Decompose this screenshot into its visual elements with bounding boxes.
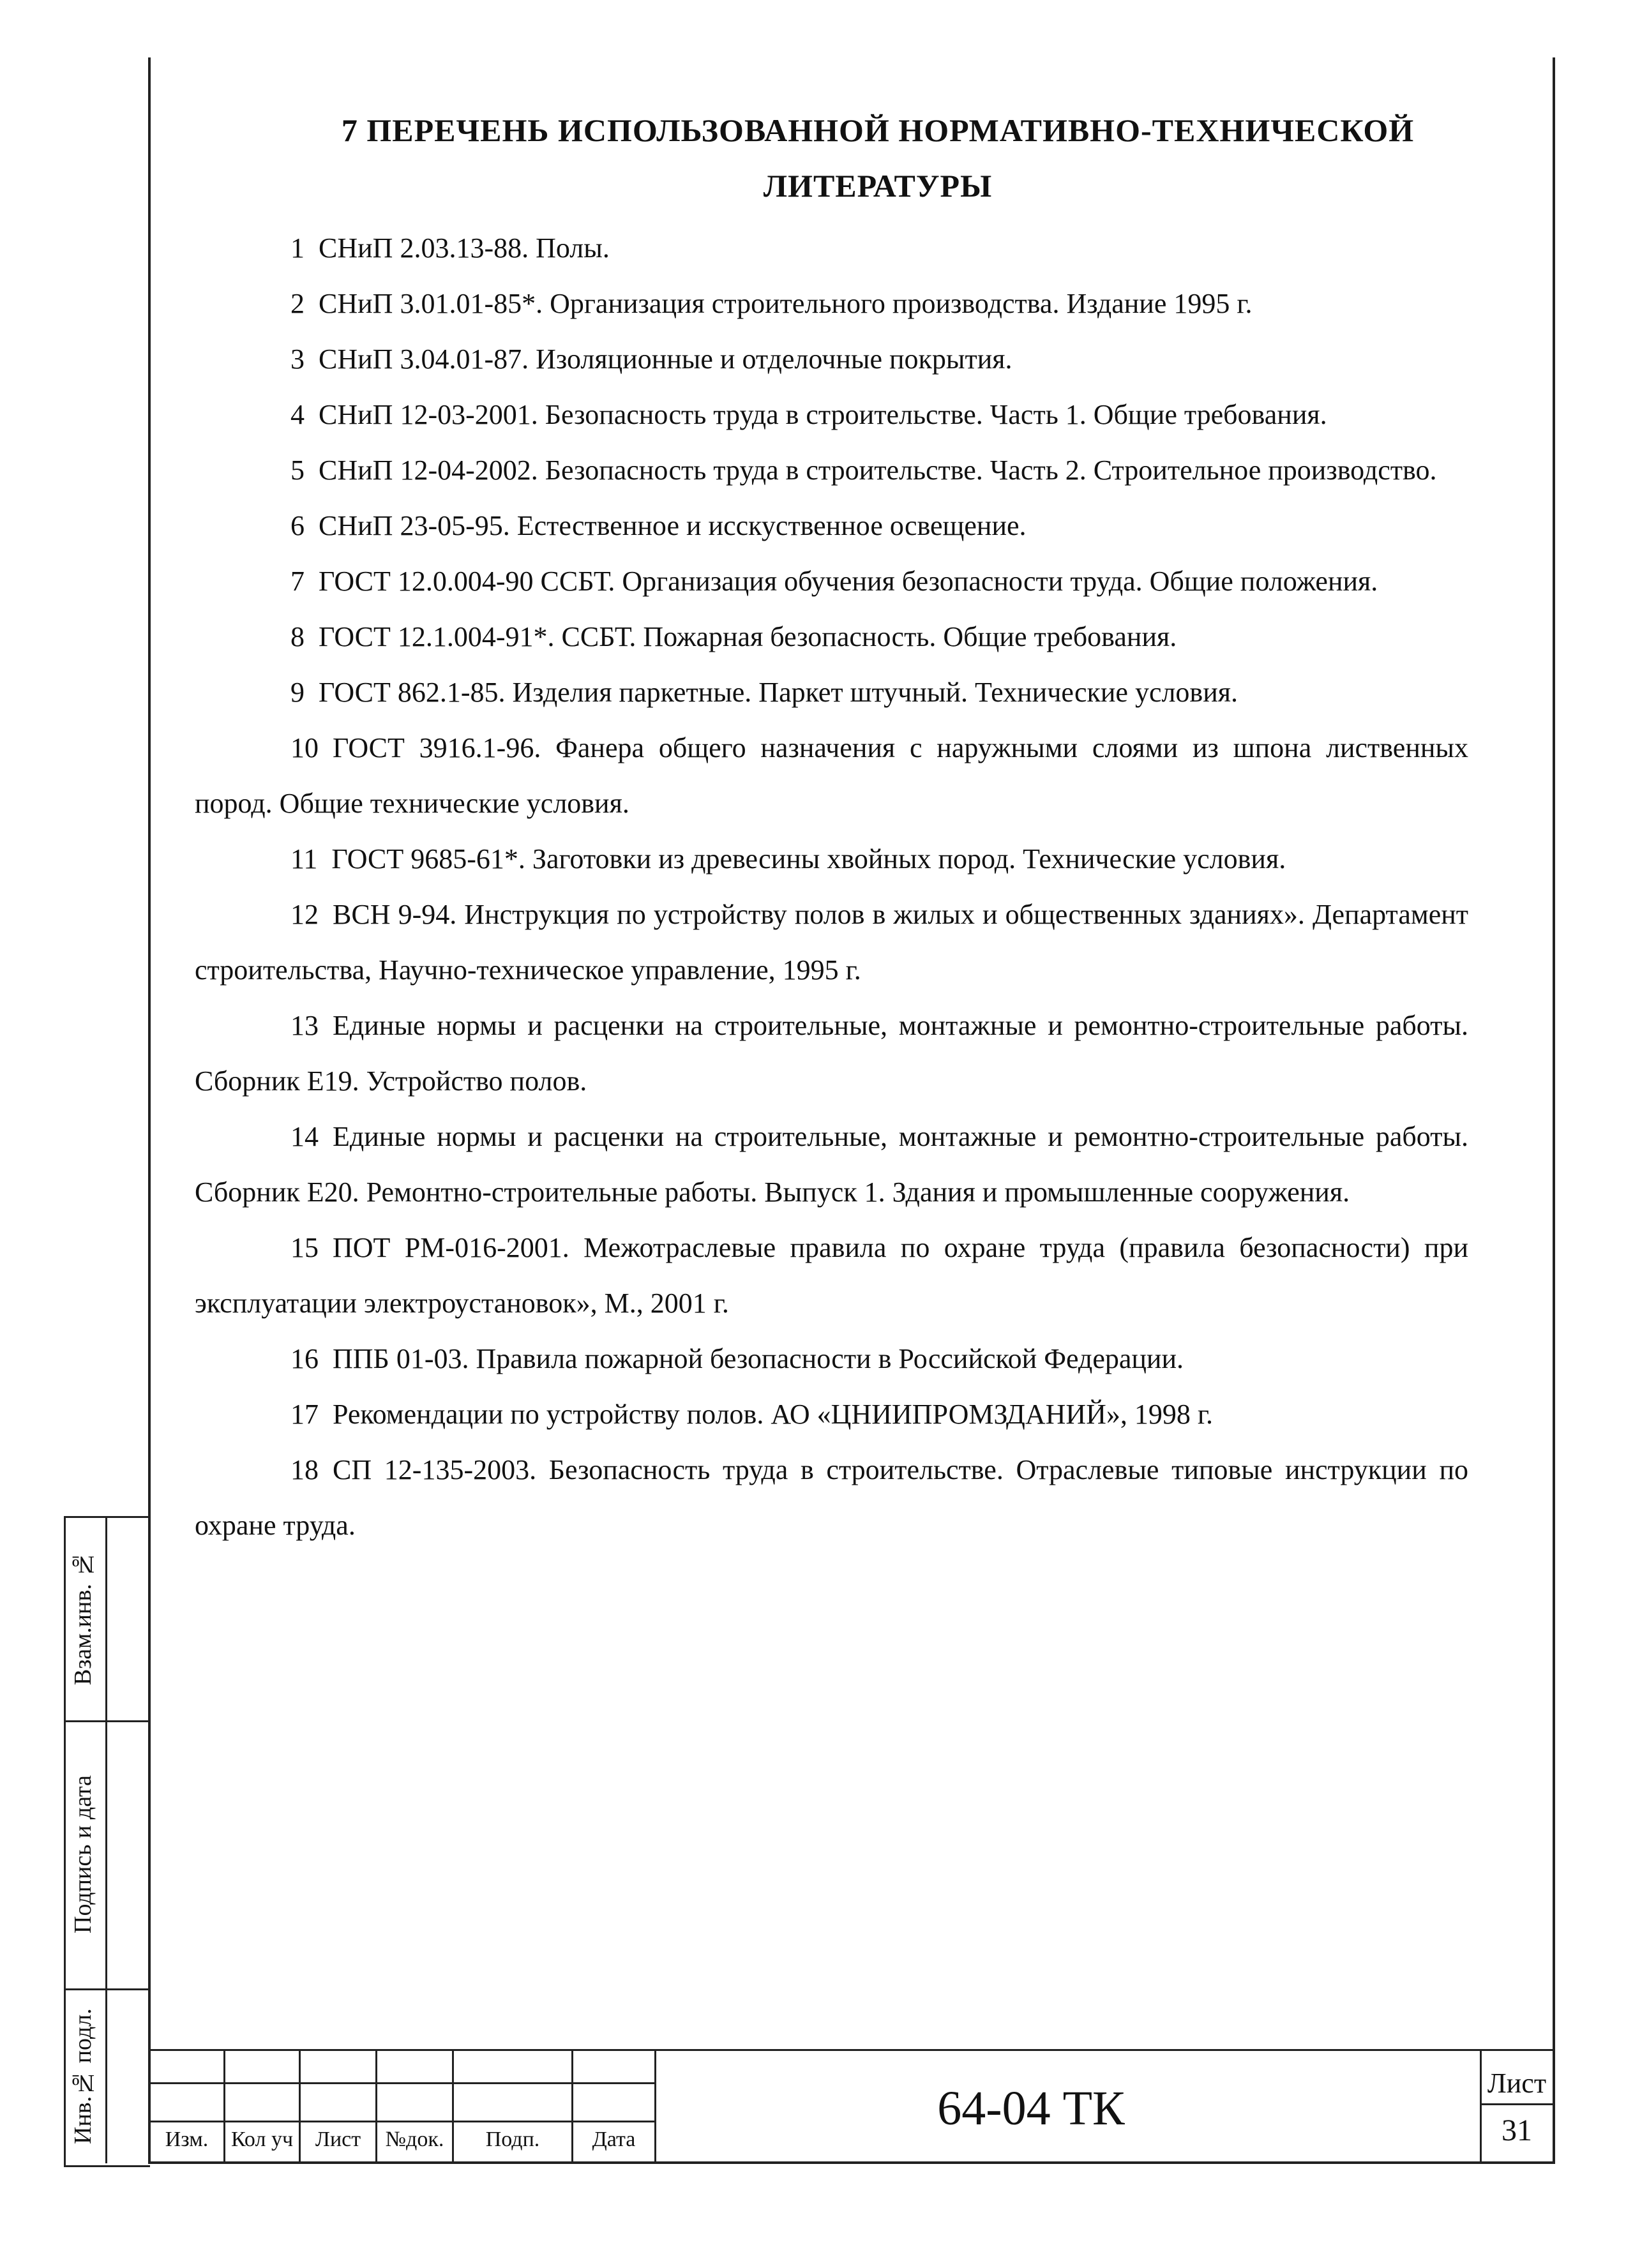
reference-text: СНиП 12-03-2001. Безопасность труда в строительстве. Часть 1. Общие требования. bbox=[319, 399, 1327, 430]
reference-number: 17 bbox=[290, 1399, 319, 1430]
reference-text: СНиП 2.03.13-88. Полы. bbox=[319, 232, 610, 264]
reference-number: 12 bbox=[290, 899, 319, 930]
reference-item bbox=[195, 831, 1468, 887]
reference-text: ППБ 01-03. Правила пожарной безопасности в Российской Федерации. bbox=[333, 1343, 1184, 1374]
reference-item bbox=[195, 498, 1468, 553]
reference-text: ГОСТ 9685-61*. Заготовки из древесины хвойных пород. Технические условия. bbox=[331, 843, 1286, 875]
reference-text: ГОСТ 12.1.004-91*. ССБТ. Пожарная безопасность. Общие требования. bbox=[319, 621, 1177, 652]
reference-text: СНиП 23-05-95. Естественное и исскуственное освещение. bbox=[319, 510, 1027, 541]
reference-text: Единые нормы и расценки на строительные, монтажные и ремонтно-строительные работы. Сборник Е19. Устройство полов. bbox=[195, 1010, 1468, 1097]
reference-text: СНиП 12-04-2002. Безопасность труда в строительстве. Часть 2. Строительное производство. bbox=[319, 454, 1437, 486]
reference-item bbox=[195, 553, 1468, 609]
reference-text: СНиП 3.04.01-87. Изоляционные и отделочные покрытия. bbox=[319, 343, 1012, 375]
reference-item bbox=[195, 276, 1468, 331]
reference-text: ВСН 9-94. Инструкция по устройству полов в жилых и общественных зданиях». Департамент строительства, Научно-техническое управление, 1995 г. bbox=[195, 899, 1468, 986]
title-block-label-revision: Изм. bbox=[165, 2128, 209, 2151]
reference-number: 1 bbox=[290, 232, 305, 264]
reference-number: 2 bbox=[290, 288, 305, 319]
reference-number: 8 bbox=[290, 621, 305, 652]
reference-item bbox=[195, 887, 1468, 998]
reference-number: 14 bbox=[290, 1121, 319, 1152]
reference-number: 10 bbox=[290, 732, 319, 763]
reference-text: СНиП 3.01.01-85*. Организация строительного производства. Издание 1995 г. bbox=[319, 288, 1253, 319]
side-label-signature-date: Подпись и дата bbox=[70, 1775, 96, 1934]
reference-number: 4 bbox=[290, 399, 305, 430]
page-title-line-1: 7 ПЕРЕЧЕНЬ ИСПОЛЬЗОВАННОЙ НОРМАТИВНО-ТЕХНИЧЕСКОЙ bbox=[341, 112, 1415, 148]
reference-number: 16 bbox=[290, 1343, 319, 1374]
reference-number: 15 bbox=[290, 1232, 319, 1263]
title-block-sheet-line bbox=[1480, 2103, 1555, 2105]
reference-item bbox=[195, 442, 1468, 498]
reference-number: 13 bbox=[290, 1010, 319, 1041]
reference-number: 3 bbox=[290, 343, 305, 375]
page-title-line-2: ЛИТЕРАТУРЫ bbox=[763, 168, 993, 204]
sheet-number: 31 bbox=[1502, 2114, 1532, 2147]
frame-bottom-border bbox=[148, 2161, 1555, 2164]
title-block-label-date: Дата bbox=[592, 2128, 636, 2151]
reference-item bbox=[195, 665, 1468, 720]
reference-text: СП 12-135-2003. Безопасность труда в строительстве. Отраслевые типовые инструкции по охране труда. bbox=[195, 1454, 1468, 1541]
reference-number: 5 bbox=[290, 454, 305, 486]
references-list bbox=[195, 220, 1468, 1553]
reference-text: Единые нормы и расценки на строительные, монтажные и ремонтно-строительные работы. Сборник Е20. Ремонтно-строительные работы. Выпуск 1. Здания и промышленные сооружения. bbox=[195, 1121, 1468, 1208]
reference-text: ПОТ РМ-016-2001. Межотраслевые правила по охране труда (правила безопасности) при эксплуатации электроустановок», М., 2001 г. bbox=[195, 1232, 1468, 1319]
side-label-replaced-inv: Взам.инв. № bbox=[70, 1551, 96, 1686]
reference-item bbox=[195, 720, 1468, 831]
reference-text: Рекомендации по устройству полов. АО «ЦНИИПРОМЗДАНИЙ», 1998 г. bbox=[333, 1399, 1214, 1430]
reference-number: 9 bbox=[290, 677, 305, 708]
reference-item bbox=[195, 998, 1468, 1109]
reference-text: ГОСТ 862.1-85. Изделия паркетные. Паркет штучный. Технические условия. bbox=[319, 677, 1238, 708]
title-block-label-signature: Подп. bbox=[485, 2128, 540, 2151]
title-block-label-qty: Кол уч bbox=[230, 2128, 294, 2151]
title-block-label-sheet: Лист bbox=[315, 2128, 361, 2151]
reference-item bbox=[195, 1331, 1468, 1386]
document-code: 64-04 ТК bbox=[937, 2082, 1125, 2135]
reference-item bbox=[195, 609, 1468, 665]
reference-number: 6 bbox=[290, 510, 305, 541]
reference-item bbox=[195, 220, 1468, 276]
reference-item bbox=[195, 387, 1468, 442]
reference-item bbox=[195, 1386, 1468, 1442]
sheet-label: Лист bbox=[1487, 2068, 1547, 2099]
reference-item bbox=[195, 1220, 1468, 1331]
reference-number: 18 bbox=[290, 1454, 319, 1485]
title-block-label-doc-no: №док. bbox=[385, 2128, 444, 2151]
reference-number: 7 bbox=[290, 566, 305, 597]
reference-text: ГОСТ 12.0.004-90 ССБТ. Организация обучения безопасности труда. Общие положения. bbox=[319, 566, 1378, 597]
title-block-top-line bbox=[148, 2049, 1555, 2051]
reference-number: 11 bbox=[290, 843, 318, 875]
title-block-col-line bbox=[654, 2049, 656, 2163]
reference-item bbox=[195, 1109, 1468, 1220]
reference-item bbox=[195, 331, 1468, 387]
reference-text: ГОСТ 3916.1-96. Фанера общего назначения с наружными слоями из шпона лиственных пород. Общие технические условия. bbox=[195, 732, 1468, 819]
frame-right-border bbox=[1553, 57, 1555, 2164]
reference-item bbox=[195, 1442, 1468, 1553]
side-label-original-inv: Инв.№ подл. bbox=[70, 2008, 96, 2144]
